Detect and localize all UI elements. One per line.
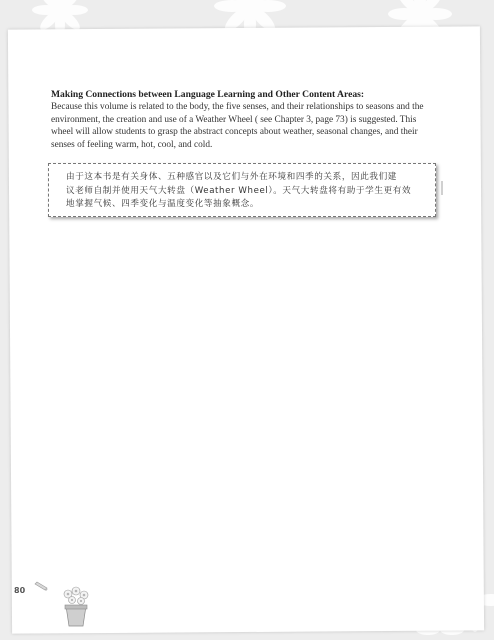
paragraph-line: Because this volume is related to the body, the five senses, and their relationships to seasons and the	[51, 102, 424, 112]
section-heading: Making Connections between Language Learning and Other Content Areas:	[51, 89, 365, 100]
chinese-note-text	[66, 171, 436, 212]
paragraph-line: environment, the creation and use of a Weather Wheel ( see Chapter 3, page 73) is suggested. This	[51, 114, 417, 125]
page-number: 80	[14, 586, 26, 595]
paragraph-line: senses of feeling warm, hot, cool, and cold.	[51, 139, 213, 150]
paragraph-line: wheel will allow students to grasp the abstract concepts about weather, seasonal changes, and their	[51, 127, 418, 138]
margin-tick-icon	[440, 181, 444, 195]
note-line: 地掌握气候、四季变化与温度变化等抽象概念。	[66, 199, 260, 209]
note-line: 议老师自制并使用天气大转盘（Weather Wheel）。天气大转盘将有助于学生更有效	[66, 185, 412, 196]
note-line: 由于这本书是有关身体、五种感官以及它们与外在环境和四季的关系，因此我们建	[66, 172, 397, 182]
section-paragraph	[51, 101, 446, 151]
flowerpot-icon	[58, 586, 94, 628]
chalk-icon	[34, 581, 48, 593]
